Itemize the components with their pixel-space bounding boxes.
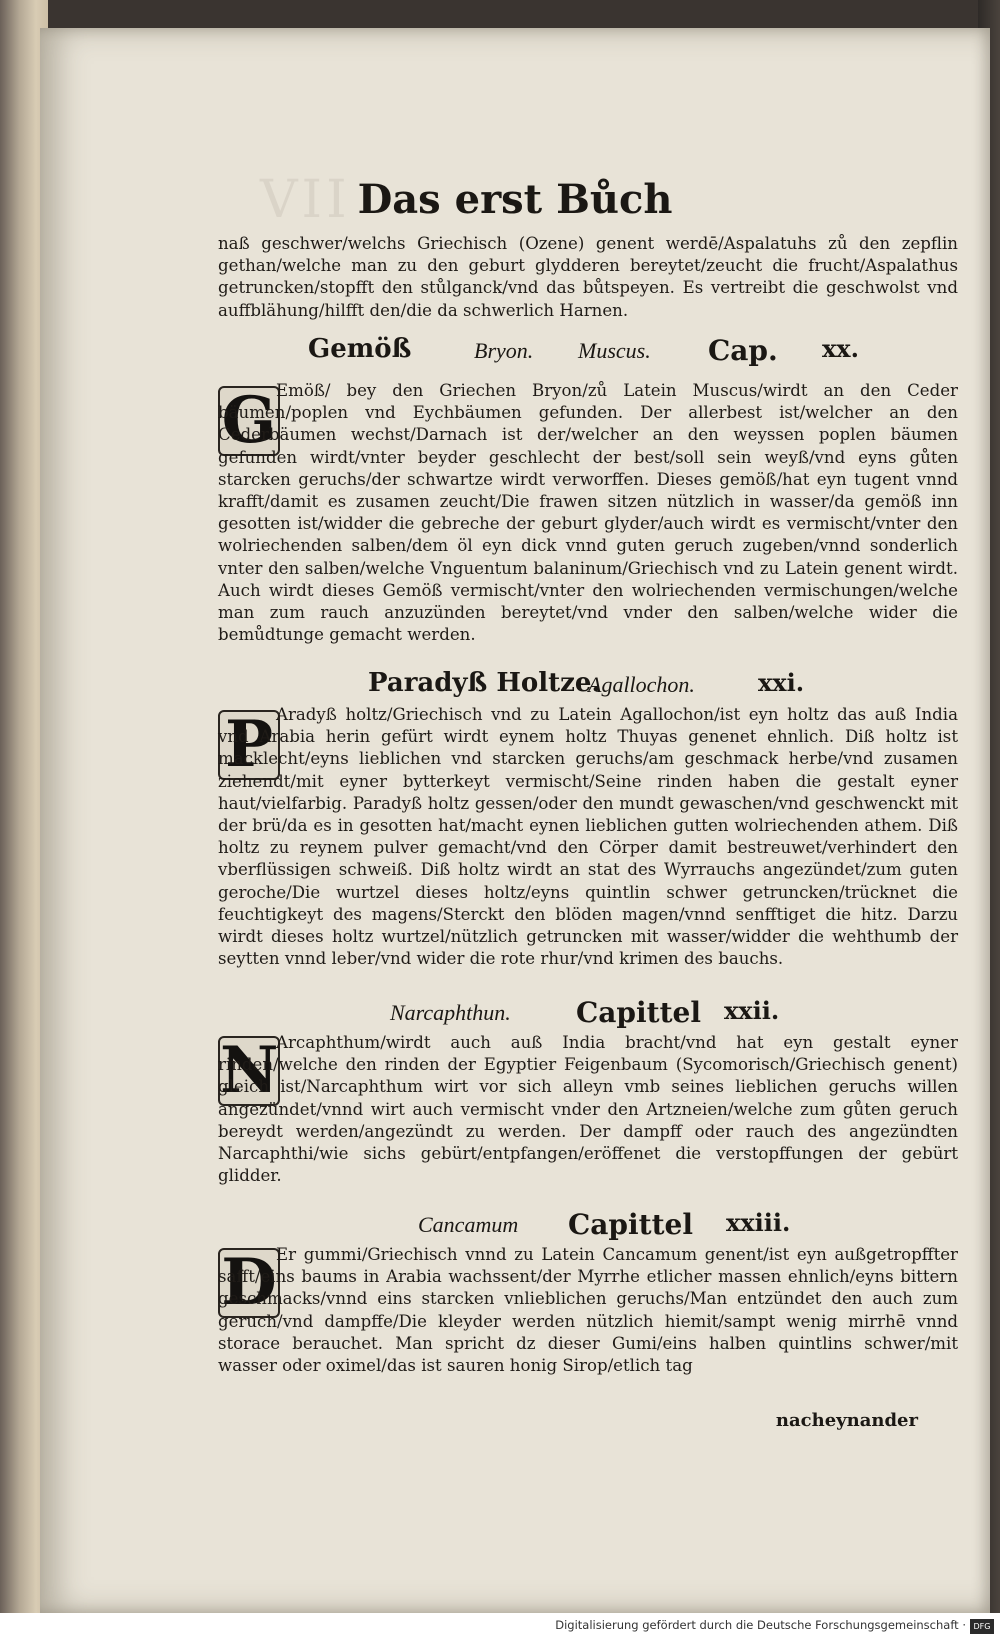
- chapter-heading-xxi: [218, 668, 958, 708]
- chapter-cap-label: Cap.: [708, 334, 778, 367]
- chapter-title-latin: Muscus.: [578, 338, 651, 363]
- chapter-cap-label: Capittel: [568, 1208, 693, 1241]
- chapter-heading-xx: [218, 334, 958, 374]
- footer-bar: [0, 1613, 1000, 1641]
- chapter-text-xxiii: Er gummi/Griechisch vnnd zu Latein Cancamum genent/ist eyn außgetropffter safft/eins baums in Arabia wachssent/der Myrrhe etlicher massen ehnlich/eyns bittern geschmacks/vnnd eins starcken vnlieblichen geruchs/Man entzündet den auch zum geruch/vnd dampffe/Die kleyder werden nützlich hiemit/sampt wenig mirrhē vnnd storace berauchet. Man spricht dz dieser Gumi/eins halben quintlins schwer/mit wasser oder oximel/das ist sauren honig Sirop/etlich tag: [218, 1245, 958, 1376]
- page-header: Das erst Bůch: [357, 176, 673, 223]
- decorated-initial: D: [218, 1248, 280, 1318]
- book-page: [40, 28, 990, 1613]
- dfg-logo-icon[interactable]: DFG: [970, 1619, 994, 1634]
- chapter-title-greek: Bryon.: [474, 338, 534, 363]
- chapter-number: xx.: [822, 334, 859, 363]
- catchword: nacheynander: [775, 1410, 918, 1431]
- decorated-initial: N: [220, 1033, 279, 1108]
- chapter-number: xxiii.: [726, 1208, 791, 1237]
- bleed-through-text: VII: [260, 170, 351, 230]
- chapter-text-xxii: Arcaphthum/wirdt auch auß India bracht/vnd hat eyn gestalt eyner rinden/welche den rinden der Egyptier Feigenbaum (Sycomorisch/Griechisch genent) gleich ist/Narcaphthum wirt vor sich alleyn vmb seines lieblichen geruchs willen angezündet/vnnd wirt auch vermischt vnder den Artzneien/welche zum gůten geruch bereydt werden/angezündt zu werden. Der dampff oder rauch des angezündten Narcaphthi/wie sichs gebürt/entpfangen/eröffenet die verstopffungen der gebürt glidder.: [218, 1033, 958, 1186]
- chapter-cap-label: Capittel: [576, 996, 701, 1029]
- chapter-title-german: Paradyß Holtze.: [368, 668, 601, 698]
- chapter-text-xxi: Aradyß holtz/Griechisch vnd zu Latein Agallochon/ist eyn holtz das auß India vnd Arabia herin gefürt wirdt eynem holtz Thuyas genenet ehnlich. Diß holtz ist macklecht/eyns lieblichen vnd starcken geruchs/am geschmack herbe/vnd zusamen ziehendt/mit eyner bytterkeyt vermischt/Seine rinden haben die gestalt eyner haut/vielfarbig. Paradyß holtz gessen/oder den mundt gewaschen/vnd geschwenckt mit der brü/da es in gesotten hat/macht eynen lieblichen gutten wolriechenden athem. Diß holtz zu reynem pulver gemacht/vnd den Cörper damit bestreuwet/verhindert den vberflüssigen schweiß. Diß holtz wirdt an stat des Wyrrauchs angezündet/zum guten geroche/Die wurtzel dieses holtz/eyns quintlin schwer getruncken/trücknet die feuchtigkeyt des magens/Sterckt den blöden magen/vnnd senfftiget die hitz. Darzu wirdt dieses holtz wurtzel/nützlich getruncken mit wasser/widder die wehthumb der seytten vnnd leber/vnd wider die rote rhur/vnd krimen des bauchs.: [218, 705, 958, 969]
- footer-credit: Digitalisierung gefördert durch die Deutsche Forschungsgemeinschaft ·: [555, 1618, 966, 1632]
- chapter-title-latin: Agallochon.: [588, 672, 695, 697]
- chapter-title-german: Gemöß: [308, 334, 412, 364]
- intro-text: naß geschwer/welchs Griechisch (Ozene) genent werdē/Aspalatuhs zů den zepflin gethan/welche man zu den geburt glydderen bereytet/zeucht die frucht/Aspalathus getruncken/stopfft den stůlganck/vnd das bůtspeyen. Es vertreibt die geschwolst vnd auffblähung/hilfft den/die da schwerlich Harnen.: [218, 234, 958, 320]
- chapter-number: xxi.: [758, 668, 805, 697]
- chapter-title-latin: Cancamum: [418, 1212, 519, 1237]
- chapter-heading-xxiii: [218, 1208, 958, 1248]
- chapter-number: xxii.: [724, 996, 780, 1025]
- chapter-text-xx: Emöß/ bey den Griechen Bryon/zů Latein Muscus/wirdt an den Ceder bäumen/poplen vnd Eychbäumen gefunden. Der allerbest ist/welcher an den Cederbäumen wechst/Darnach ist der/welcher an den weyssen poplen bäumen gefunden wirdt/vnter beyder geschlecht der best/soll sein weyß/vnd eyns gůten starcken geruchs/der schwartze wirdt verworffen. Dieses gemöß/hat eyn tugent vnnd krafft/damit es zusamen zeucht/Die frawen sitzen nützlich in wasser/da gemöß inn gesotten ist/widder die gebreche der geburt glyder/auch wirdt es vermischt/vnter den wolriechenden salben/dem öl eyn dick vnnd guten geruch zugeben/vnnd sonderlich vnter den salben/welche Vnguentum balaninum/Griechisch vnd zu Latein genent wirdt. Auch wirdt dieses Gemöß vermischt/vnter den wolriechenden vermischungen/welche man zum rauch anzuzünden bereytet/vnd vnder den salben/welche wider die bemůdtunge gemacht werden.: [218, 381, 958, 645]
- chapter-heading-xxii: [218, 996, 958, 1036]
- decorated-initial: G: [218, 386, 280, 456]
- decorated-initial: P: [218, 710, 280, 780]
- chapter-title-latin: Narcaphthun.: [390, 1000, 511, 1025]
